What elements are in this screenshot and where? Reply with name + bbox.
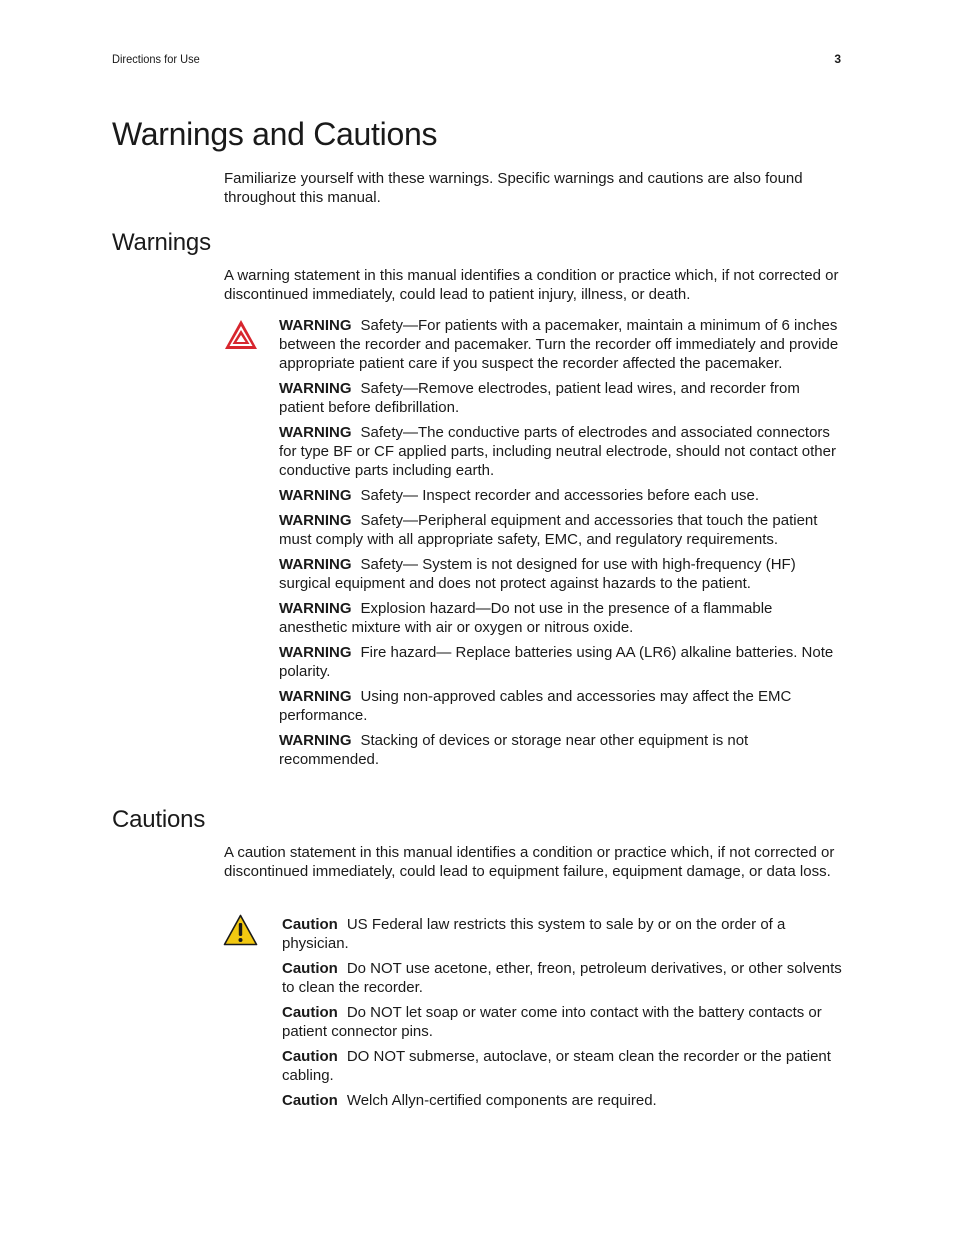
intro-text: Familiarize yourself with these warnings. Specific warnings and cautions are also found throughout this manual. — [224, 170, 803, 206]
caution-item-keyword: Caution — [282, 1048, 338, 1065]
caution-triangle-icon — [223, 914, 258, 946]
caution-item — [282, 959, 842, 997]
caution-item-keyword: Caution — [282, 960, 338, 977]
warning-item-keyword: WARNING — [279, 556, 352, 573]
warning-item-text: Safety—Remove electrodes, patient lead wires, and recorder from patient before defibrillation. — [279, 380, 800, 416]
caution-item — [282, 1091, 842, 1110]
warning-item-text: Safety— System is not designed for use with high-frequency (HF) surgical equipment and does not protect against hazards to the patient. — [279, 556, 796, 592]
warning-item-keyword: WARNING — [279, 688, 352, 705]
warning-item-text: Explosion hazard—Do not use in the presence of a flammable anesthetic mixture with air or oxygen or nitrous oxide. — [279, 600, 773, 636]
caution-list — [282, 915, 842, 1116]
caution-item-text: US Federal law restricts this system to sale by or on the order of a physician. — [282, 916, 786, 952]
warning-list — [279, 316, 844, 775]
caution-item — [282, 1003, 842, 1041]
warnings-heading: Warnings — [112, 229, 211, 256]
caution-item — [282, 1047, 842, 1085]
hazard-triangle-icon — [223, 318, 259, 351]
caution-item-keyword: Caution — [282, 1092, 338, 1109]
warning-item-keyword: WARNING — [279, 317, 352, 334]
caution-item-keyword: Caution — [282, 1004, 338, 1021]
warning-item-keyword: WARNING — [279, 600, 352, 617]
warning-item-keyword: WARNING — [279, 644, 352, 661]
warning-item-text: Safety—The conductive parts of electrodes and associated connectors for type BF or CF applied parts, including neutral electrode, should not contact other conductive parts including earth. — [279, 424, 836, 479]
caution-item-text: DO NOT submerse, autoclave, or steam clean the recorder or the patient cabling. — [282, 1048, 831, 1084]
warning-item — [279, 379, 844, 417]
warning-item — [279, 316, 844, 373]
warning-item-text: Safety—Peripheral equipment and accessories that touch the patient must comply with all appropriate safety, EMC, and regulatory requirements. — [279, 512, 818, 548]
warning-item-text: Safety—For patients with a pacemaker, maintain a minimum of 6 inches between the recorder and pacemaker. Turn the recorder off immediately and provide appropriate patient care if you suspect the recorder affected the pacemaker. — [279, 317, 839, 372]
warning-item-keyword: WARNING — [279, 380, 352, 397]
warning-item — [279, 486, 844, 505]
warning-item — [279, 643, 844, 681]
warning-item — [279, 423, 844, 480]
running-title: Directions for Use — [112, 52, 200, 66]
cautions-heading: Cautions — [112, 806, 206, 833]
warnings-description: A warning statement in this manual identifies a condition or practice which, if not corrected or discontinued immediately, could lead to patient injury, illness, or death. — [224, 267, 839, 303]
caution-item-text: Do NOT let soap or water come into contact with the battery contacts or patient connector pins. — [282, 1004, 822, 1040]
warning-item-text: Safety— Inspect recorder and accessories before each use. — [360, 487, 760, 504]
warning-item-text: Fire hazard— Replace batteries using AA (LR6) alkaline batteries. Note polarity. — [279, 644, 834, 680]
warning-item — [279, 599, 844, 637]
caution-item-keyword: Caution — [282, 916, 338, 933]
warning-item-keyword: WARNING — [279, 487, 352, 504]
page-number: 3 — [834, 52, 841, 66]
warning-item-keyword: WARNING — [279, 424, 352, 441]
caution-item-text: Welch Allyn-certified components are required. — [346, 1092, 657, 1109]
warning-item-text: Stacking of devices or storage near other equipment is not recommended. — [279, 732, 749, 768]
warning-item-keyword: WARNING — [279, 732, 352, 749]
page-title: Warnings and Cautions — [112, 116, 438, 152]
warning-item — [279, 687, 844, 725]
caution-item — [282, 915, 842, 953]
warning-item — [279, 511, 844, 549]
warning-item-text: Using non-approved cables and accessories may affect the EMC performance. — [279, 688, 792, 724]
warning-item — [279, 731, 844, 769]
caution-item-text: Do NOT use acetone, ether, freon, petroleum derivatives, or other solvents to clean the recorder. — [282, 960, 842, 996]
cautions-description: A caution statement in this manual identifies a condition or practice which, if not corrected or discontinued immediately, could lead to equipment failure, equipment damage, or data loss. — [224, 844, 835, 880]
warning-item — [279, 555, 844, 593]
warning-item-keyword: WARNING — [279, 512, 352, 529]
